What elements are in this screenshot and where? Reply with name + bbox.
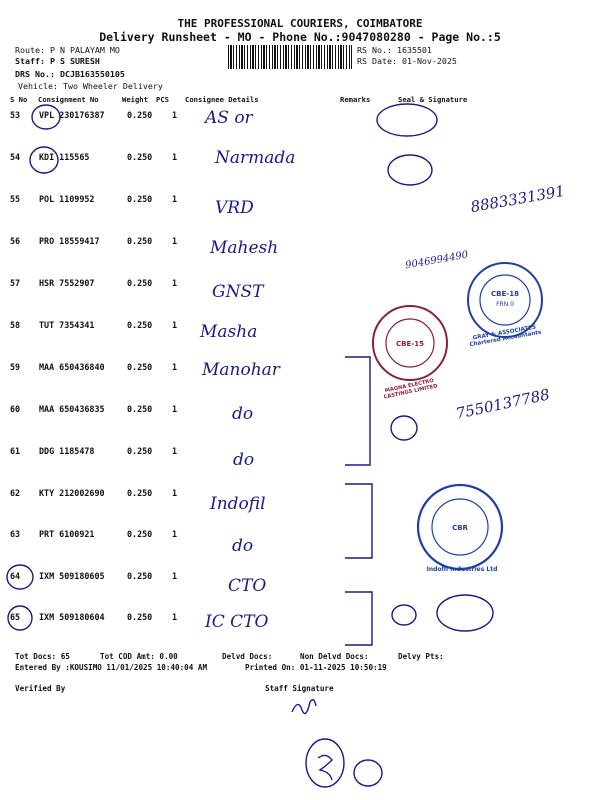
total-docs: Tot Docs: 65: [15, 652, 70, 661]
row-sno: 63: [10, 529, 21, 539]
row-sno: 62: [10, 488, 21, 498]
row-pcs: 1: [172, 194, 178, 204]
company-title: THE PROFESSIONAL COURIERS, COIMBATORE: [177, 17, 423, 30]
svg-text:FRN 0: FRN 0: [496, 301, 514, 308]
remark-circle-2: [392, 605, 416, 625]
seal-circle-53: [377, 104, 437, 136]
row-consignment: VPL 230176387: [39, 110, 105, 120]
runsheet-subtitle: Delivery Runsheet - MO - Phone No.:9047080280 - Page No.:5: [99, 30, 501, 44]
bottom-circle-1: [306, 739, 344, 787]
row-sno: 64: [10, 571, 21, 581]
row-weight: 0.250: [127, 404, 153, 414]
handwritten-consignee: AS or: [205, 108, 253, 128]
row-consignment: DDG 1185478: [39, 446, 95, 456]
gray-stamp-text: GRAY & ASSOCIATES Chartered Accountants: [469, 324, 542, 349]
row-sno: 55: [10, 194, 21, 204]
drs-label: DRS No.: DCJB163550105: [15, 69, 125, 79]
row-sno: 53: [10, 110, 21, 120]
row-sno: 59: [10, 362, 21, 372]
indofil-stamp: [418, 485, 502, 569]
row-consignment: PRT 6100921: [39, 529, 95, 539]
handwritten-consignee: IC CTO: [205, 612, 269, 632]
row-consignment: TUT 7354341: [39, 320, 95, 330]
row-pcs: 1: [172, 488, 178, 498]
col-consignment: Consignment No: [38, 95, 99, 104]
row-consignment: IXM 509180605: [39, 571, 105, 581]
staff-signature-scribble: [292, 700, 316, 714]
row-consignment: MAA 650436835: [39, 404, 105, 414]
total-cod: Tot COD Amt: 0.00: [100, 652, 178, 661]
handwritten-consignee: CTO: [228, 576, 267, 596]
staff-signature-label: Staff Signature: [265, 684, 334, 693]
verified-by: Verified By: [15, 684, 66, 693]
bracket-62-63: [345, 484, 372, 558]
row-pcs: 1: [172, 446, 178, 456]
row-weight: 0.250: [127, 320, 153, 330]
handwritten-consignee: do: [232, 536, 254, 556]
row-consignment: POL 1109952: [39, 194, 95, 204]
row-weight: 0.250: [127, 362, 153, 372]
row-weight: 0.250: [127, 446, 153, 456]
svg-text:CBR: CBR: [452, 524, 468, 532]
bracket-64-65: [345, 592, 372, 645]
row-sno: 54: [10, 152, 21, 162]
staff-label: Staff: P S SURESH: [15, 56, 100, 66]
col-sno: S No: [10, 95, 28, 104]
svg-text:CBE-15: CBE-15: [396, 340, 424, 348]
seal-circle-hl: [437, 595, 493, 631]
cn-circle-65: [8, 606, 32, 630]
rs-number: RS No.: 1635501: [357, 45, 432, 55]
col-pcs: PCS: [156, 95, 169, 104]
handwritten-consignee: do: [233, 450, 255, 470]
vehicle-label: Vehicle: Two Wheeler Delivery: [18, 81, 163, 91]
handwritten-consignee: Manohar: [202, 360, 280, 380]
row-consignment: IXM 509180604: [39, 612, 105, 622]
indofil-stamp-text: Indofil Industries Ltd: [426, 566, 498, 573]
bottom-circle-2: [354, 760, 382, 786]
handwritten-consignee: Mahesh: [210, 238, 279, 258]
non-delivered-docs: Non Delvd Docs:: [300, 652, 369, 661]
magna-stamp-text: MAGNA ELECTRO CASTINGS LIMITED: [383, 377, 439, 401]
svg-text:CBE-18: CBE-18: [491, 290, 519, 298]
magna-stamp: [373, 306, 447, 380]
row-sno: 57: [10, 278, 21, 288]
row-pcs: 1: [172, 571, 178, 581]
row-weight: 0.250: [127, 488, 153, 498]
entered-by: Entered By :KOUSIMO 11/01/2025 10:40:04 AM: [15, 663, 208, 672]
row-pcs: 1: [172, 236, 178, 246]
row-pcs: 1: [172, 362, 178, 372]
row-weight: 0.250: [127, 571, 153, 581]
row-pcs: 1: [172, 529, 178, 539]
row-pcs: 1: [172, 152, 178, 162]
handwritten-consignee: Masha: [200, 322, 258, 342]
col-weight: Weight: [122, 95, 148, 104]
row-weight: 0.250: [127, 529, 153, 539]
rs-date: RS Date: 01-Nov-2025: [357, 56, 457, 66]
remark-circle-3: [391, 416, 417, 440]
handwritten-phone: 9046994490: [404, 249, 470, 272]
row-weight: 0.250: [127, 612, 153, 622]
col-consignee: Consignee Details: [185, 95, 259, 104]
handwritten-consignee: do: [232, 404, 254, 424]
handwritten-consignee: GNST: [212, 282, 264, 302]
row-weight: 0.250: [127, 278, 153, 288]
seal-circle-54: [388, 155, 432, 185]
handwritten-consignee: VRD: [215, 198, 254, 218]
delivery-points: Delvy Pts:: [398, 652, 444, 661]
row-pcs: 1: [172, 320, 178, 330]
row-sno: 61: [10, 446, 21, 456]
row-sno: 56: [10, 236, 21, 246]
cn-circle-54: [30, 147, 58, 173]
delivered-docs: Delvd Docs:: [222, 652, 273, 661]
cn-circle-64: [7, 565, 33, 589]
row-sno: 65: [10, 612, 21, 622]
bracket-59-61: [345, 357, 370, 465]
row-sno: 58: [10, 320, 21, 330]
row-consignment: PRO 18559417: [39, 236, 100, 246]
row-weight: 0.250: [127, 152, 153, 162]
row-pcs: 1: [172, 404, 178, 414]
bottom-scribble: [318, 755, 332, 780]
handwritten-consignee: Narmada: [215, 148, 296, 168]
row-consignment: KDI 115565: [39, 152, 90, 162]
row-pcs: 1: [172, 612, 178, 622]
row-consignment: MAA 650436840: [39, 362, 105, 372]
handwritten-consignee: Indofil: [210, 494, 266, 514]
cn-circle-53: [32, 105, 60, 129]
row-pcs: 1: [172, 278, 178, 288]
row-weight: 0.250: [127, 194, 153, 204]
row-sno: 60: [10, 404, 21, 414]
row-consignment: HSR 7552907: [39, 278, 95, 288]
row-weight: 0.250: [127, 110, 153, 120]
col-remarks: Remarks: [340, 95, 371, 104]
row-consignment: KTY 212002690: [39, 488, 105, 498]
route-label: Route: P N PALAYAM MO: [15, 45, 120, 55]
handwritten-phone: 8883331391: [469, 181, 567, 217]
row-pcs: 1: [172, 110, 178, 120]
row-weight: 0.250: [127, 236, 153, 246]
printed-on: Printed On: 01-11-2025 10:50:19: [245, 663, 387, 672]
col-seal: Seal & Signature: [398, 95, 468, 104]
handwritten-phone: 7550137788: [454, 385, 552, 423]
